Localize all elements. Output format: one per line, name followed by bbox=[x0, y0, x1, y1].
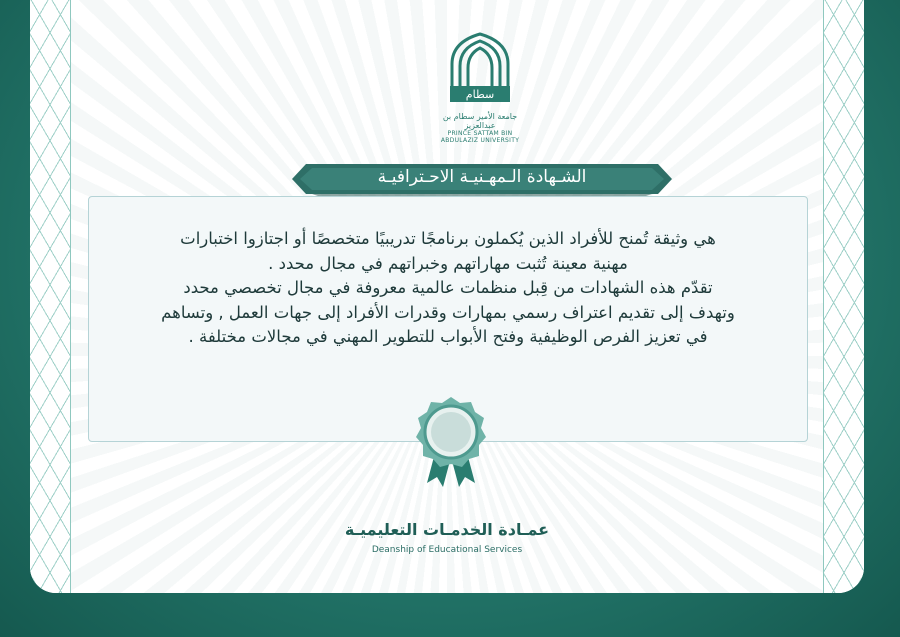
description-line: مهنية معينة تُثبت مهاراتهم وخبراتهم في مجال محدد . bbox=[268, 253, 628, 273]
left-pattern-border bbox=[30, 0, 71, 593]
university-logo bbox=[428, 30, 532, 144]
emblem-text: سطام bbox=[465, 88, 495, 101]
right-pattern-border bbox=[823, 0, 864, 593]
description-text bbox=[117, 227, 779, 350]
description-line: تقدّم هذه الشهادات من قِبل منظمات عالمية معروفة في مجال تخصصي محدد bbox=[183, 278, 713, 297]
description-line: وتهدف إلى تقديم اعتراف رسمي بمهارات وقدرات الأفراد إلى جهات العمل , وتساهم bbox=[161, 302, 735, 322]
deanship-arabic-name: عمـادة الخدمـات التعليميـة bbox=[344, 520, 550, 539]
university-arabic-name: جامعة الأمير سطام بن عبدالعزيز bbox=[442, 112, 518, 130]
award-badge-icon bbox=[413, 395, 489, 491]
university-english-name: PRINCE SATTAM BIN ABDULAZIZ UNIVERSITY bbox=[440, 130, 520, 144]
description-line: في تعزيز الفرص الوظيفية وفتح الأبواب للتطوير المهني في مجالات مختلفة . bbox=[188, 327, 708, 346]
certificate-title: الشـهادة الـمهـنيـة الاحـترافيـة bbox=[377, 167, 587, 187]
description-line: هي وثيقة تُمنح للأفراد الذين يُكملون برنامجًا تدريبيًا متخصصًا أو اجتازوا اختبارات bbox=[180, 229, 716, 248]
university-emblem-icon bbox=[448, 30, 512, 106]
certificate-card bbox=[30, 0, 864, 593]
deanship-english-name: Deanship of Educational Services bbox=[371, 545, 523, 555]
title-banner bbox=[292, 160, 672, 198]
deanship-signature bbox=[330, 520, 564, 555]
